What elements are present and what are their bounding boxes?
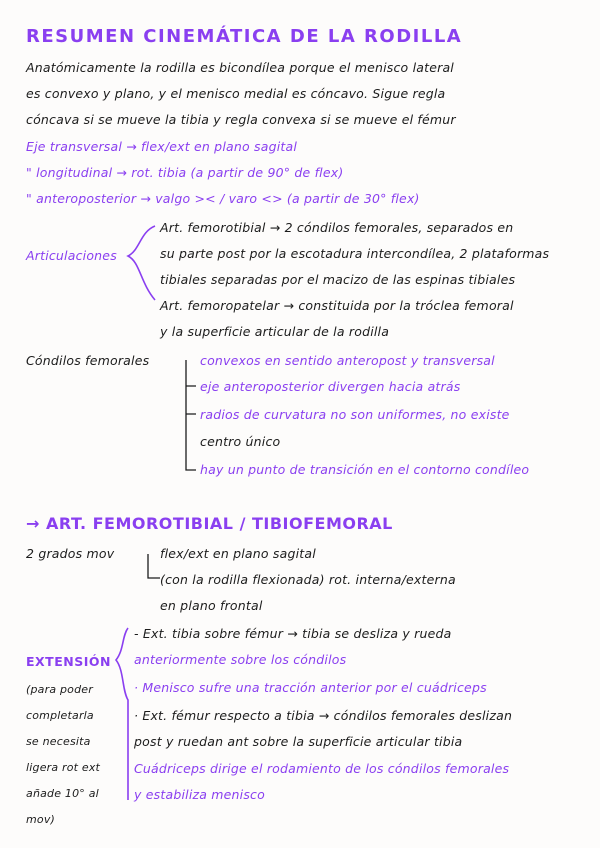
condilos-connector-line (186, 360, 196, 470)
condilos-item-4: centro único (200, 434, 281, 449)
femorotibial-line-1: Art. femorotibial → 2 cóndilos femorales, separados en (160, 220, 514, 235)
section2-title: → ART. FEMOROTIBIAL / TIBIOFEMORAL (26, 514, 393, 533)
extension-point-7: y estabiliza menisco (134, 787, 265, 802)
extension-point-5: post y ruedan ant sobre la superficie articular tibia (134, 734, 463, 749)
grados-label: 2 grados mov (26, 546, 115, 561)
femorotibial-line-2: su parte post por la escotadura intercondílea, 2 plataformas (160, 246, 550, 261)
grados-item-1: flex/ext en plano sagital (160, 546, 316, 561)
condilos-label: Cóndilos femorales (26, 353, 150, 368)
condilos-item-3: radios de curvatura no son uniformes, no existe (200, 407, 510, 422)
femorotibial-line-3: tibiales separadas por el macizo de las espinas tibiales (160, 272, 516, 287)
axis-anteroposterior: " anteroposterior → valgo >< / varo <> (a partir de 30° flex) (26, 191, 420, 206)
extension-point-6: Cuádriceps dirige el rodamiento de los cóndilos femorales (134, 761, 510, 776)
extension-note-4: ligera rot ext (26, 761, 101, 774)
femoropatelar-line-1: Art. femoropatelar → constituida por la tróclea femoral (160, 298, 514, 313)
extension-note-1: (para poder (26, 683, 93, 696)
extension-point-1: - Ext. tibia sobre fémur → tibia se desliza y rueda (134, 626, 452, 641)
articulaciones-label: Articulaciones (26, 248, 117, 263)
extension-point-3: · Menisco sufre una tracción anterior por el cuádriceps (134, 680, 487, 695)
axis-transversal: Eje transversal → flex/ext en plano sagital (26, 139, 298, 154)
intro-line-2: es convexo y plano, y el menisco medial es cóncavo. Sigue regla (26, 86, 446, 101)
extension-note-5: añade 10° al (26, 787, 99, 800)
extension-point-4: · Ext. fémur respecto a tibia → cóndilos femorales deslizan (134, 708, 513, 723)
condilos-item-2: eje anteroposterior divergen hacia atrás (200, 379, 461, 394)
grados-item-2: (con la rodilla flexionada) rot. interna/externa (160, 572, 456, 587)
extension-brace (116, 628, 128, 800)
extension-note-2: completarla (26, 709, 94, 722)
articulaciones-brace (128, 226, 155, 300)
extension-note-6: mov) (26, 813, 56, 826)
condilos-branch-lines (186, 386, 196, 414)
grados-connector-line (148, 554, 160, 578)
femoropatelar-line-2: y la superficie articular de la rodilla (160, 324, 390, 339)
condilos-item-5: hay un punto de transición en el contorno condíleo (200, 462, 530, 477)
axis-longitudinal: " longitudinal → rot. tibia (a partir de 90° de flex) (26, 165, 344, 180)
condilos-item-1: convexos en sentido anteropost y transversal (200, 353, 495, 368)
page-title: RESUMEN CINEMÁTICA DE LA RODILLA (26, 26, 463, 47)
extension-point-2: anteriormente sobre los cóndilos (134, 652, 347, 667)
intro-line-3: cóncava si se mueve la tibia y regla convexa si se mueve el fémur (26, 112, 456, 127)
intro-line-1: Anatómicamente la rodilla es bicondílea porque el menisco lateral (26, 60, 454, 75)
grados-item-3: en plano frontal (160, 598, 263, 613)
extension-note-3: se necesita (26, 735, 91, 748)
extension-label: EXTENSIÓN (26, 654, 111, 669)
